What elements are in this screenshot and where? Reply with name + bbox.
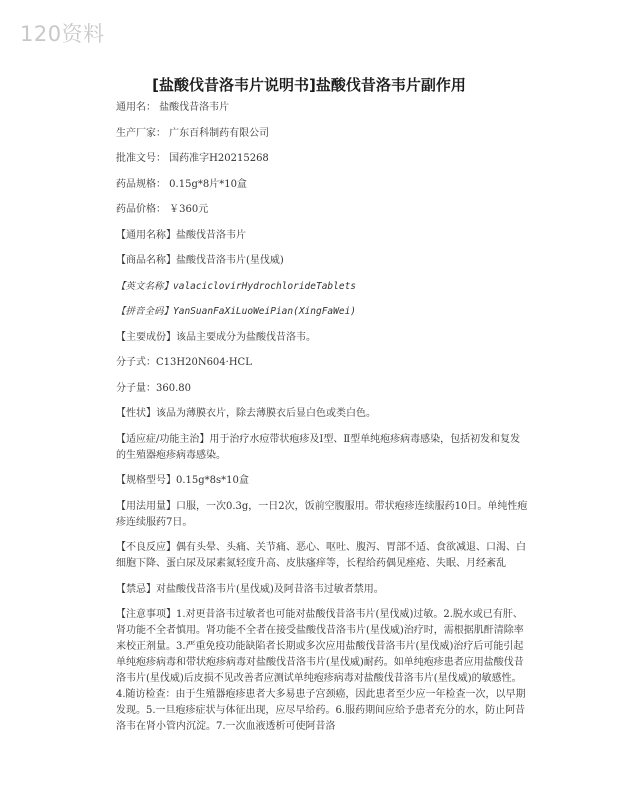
price-field: 药品价格： ￥360元 xyxy=(116,204,209,215)
precautions-section: 【注意事项】1.对更昔洛韦过敏者也可能对盐酸伐昔洛韦片(星伐威)过敏。2.脱水或已有肝、肾功能不全者慎用。肾功能不全者在接受盐酸伐昔洛韦片(星伐威)治疗时，需根据肌酐清除率来校正剂量。3.严重免疫功能缺陷者长期或多次应用盐酸伐昔洛韦片(星伐威)治疗后可能引起单纯疱疹病毒和带状疱疹病毒对盐酸伐昔洛韦片(星伐威)耐药。如单纯疱疹患者应用盐酸伐昔洛韦片(星伐威)后皮损不见改善者应测试单纯疱疹病毒对盐酸伐昔洛韦片(星伐威)的敏感性。4.随访检查：由于生殖器疱疹患者大多易患子宫颈癌，因此患者至少应一年检查一次，以早期发现。5.一旦疱疹症状与体征出现，应尽早给药。6.服药期间应给予患者充分的水，防止阿昔洛韦在肾小管内沉淀。7.一次血液透析可使阿昔洛 xyxy=(116,609,526,732)
adverse-reactions-section: 【不良反应】偶有头晕、头痛、关节痛、恶心、呕吐、腹泻、胃部不适、食欲减退、口渴、白细胞下降、蛋白尿及尿素氮轻度升高、皮肤瘙痒等，长程给药偶见痤疮、失眠、月经紊乱 xyxy=(116,542,526,569)
generic-name-field: 通用名： 盐酸伐昔洛韦片 xyxy=(116,102,230,113)
properties-section: 【性状】该品为薄膜衣片，除去薄膜衣后显白色或类白色。 xyxy=(116,408,376,419)
molecular-formula: 分子式：C13H20N604·HCL xyxy=(116,357,252,368)
spec-field: 药品规格： 0.15g*8片*10盒 xyxy=(116,178,247,190)
model-section: 【规格型号】0.15g*8s*10盒 xyxy=(116,475,249,486)
english-name-section: 【英文名称】valaciclovirHydrochlorideTablets xyxy=(116,280,357,292)
ingredients-section: 【主要成份】该品主要成分为盐酸伐昔洛韦。 xyxy=(116,331,316,343)
document-body xyxy=(116,100,530,745)
trade-name-section: 【商品名称】盐酸伐昔洛韦片(星伐威) xyxy=(116,255,284,266)
page-title: [盐酸伐昔洛韦片说明书]盐酸伐昔洛韦片副作用 xyxy=(152,76,466,94)
watermark-logo: 120资料 xyxy=(20,22,105,46)
indications-section: 【适应症/功能主治】用于治疗水痘带状疱疹及Ⅰ型、Ⅱ型单纯疱疹病毒感染，包括初发和复发的生殖器疱疹病毒感染。 xyxy=(116,433,521,461)
common-name-section: 【通用名称】盐酸伐昔洛韦片 xyxy=(116,229,246,241)
pinyin-section: 【拼音全码】YanSuanFaXiLuoWeiPian(XingFaWei) xyxy=(116,306,357,317)
contraindications-section: 【禁忌】对盐酸伐昔洛韦片(星伐威)及阿昔洛韦过敏者禁用。 xyxy=(116,583,384,595)
usage-section: 【用法用量】口服，一次0.3g，一日2次，饭前空腹服用。带状疱疹连续服药10日。单纯性疱疹连续服药7日。 xyxy=(116,500,528,528)
manufacturer-field: 生产厂家： 广东百科制药有限公司 xyxy=(116,127,270,139)
approval-number-field: 批准文号： 国药准字H20215268 xyxy=(116,153,269,164)
molecular-weight: 分子量：360.80 xyxy=(116,382,191,394)
